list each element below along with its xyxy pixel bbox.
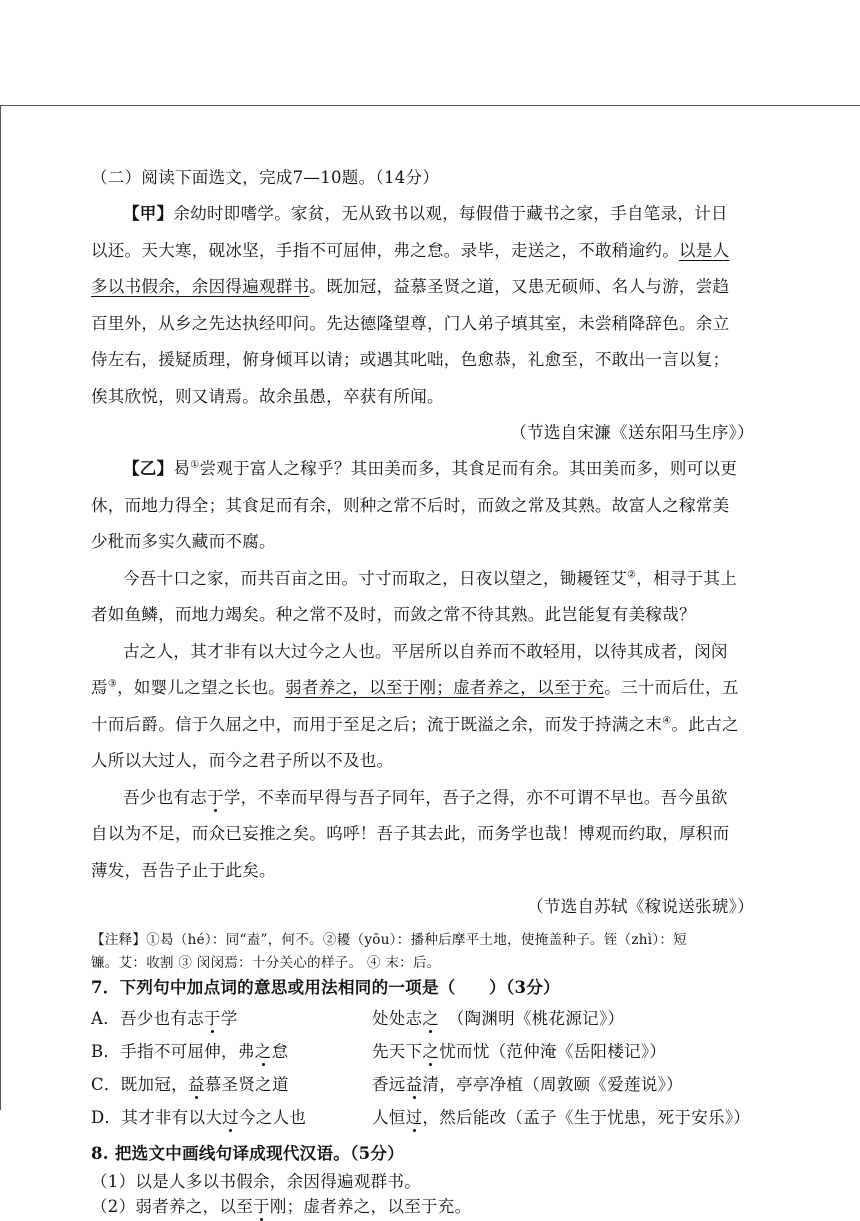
passage-jia-line-6: 俟其欣悦，则又请焉。故余虽愚，卒获有所闻。 xyxy=(91,387,444,406)
question-8-item-1: （1）以是人多以书假余，余因得遍观群书。 xyxy=(91,1172,421,1191)
dotted-char: 之 xyxy=(422,1009,440,1028)
dotted-char: 过 xyxy=(405,1108,423,1127)
passage-yi-line-12: 薄发，吾告子止于此矣。 xyxy=(91,861,276,880)
passage-yi-line-11: 自以为不足，而众已妄推之矣。呜呼！吾子其去此，而务学也哉！博观而约取，厚积而 xyxy=(91,824,730,843)
footnote-marker-1: ① xyxy=(190,459,200,471)
dotted-char: 过 xyxy=(222,1108,239,1127)
passage-jia-line-3: 多以书假余，余因得遍观群书。既加冠，益慕圣贤之道，又患无硕师、名人与游，尝趋 xyxy=(91,277,730,296)
passage-yi-line-2: 休，而地力得全；其食足而有余，则种之常不后时，而敛之常及其熟。故富人之稼常美 xyxy=(91,496,730,515)
question-7-stem: 7．下列句中加点词的意思或用法相同的一项是（ ）（3分） xyxy=(91,978,560,997)
q7-option-c-left: C．既加冠，益慕圣贤之道 xyxy=(91,1075,289,1094)
passage-jia-label: 【甲】 xyxy=(123,204,174,223)
passage-yi-line-3: 少秕而多实久藏而不腐。 xyxy=(91,532,276,551)
passage-jia-line-4: 百里外，从乡之先达执经叩问。先达德隆望尊，门人弟子填其室，未尝稍降辞色。余立 xyxy=(91,314,730,333)
dotted-char: 于 xyxy=(207,788,224,807)
q7-option-d-left: D．其才非有以大过今之人也 xyxy=(91,1108,307,1127)
passage-yi-source: （节选自苏轼《稼说送张琥》） xyxy=(527,897,754,916)
passage-jia-source: （节选自宋濂《送东阳马生序》） xyxy=(510,423,754,442)
passage-yi-line-7: 焉③，如婴儿之望之长也。弱者养之，以至于刚；虚者养之，以至于充。三十而后仕，五 xyxy=(91,678,739,697)
footnote-marker-3: ③ xyxy=(107,678,118,690)
question-8-stem: 8. 把选文中画线句译成现代汉语。（5分） xyxy=(91,1144,404,1163)
passage-yi-line-10: 吾少也有志于学，不幸而早得与吾子同年，吾子之得，亦不可谓不早也。吾今虽欲 xyxy=(123,788,728,807)
q7-option-a-right: 处处志之 （陶渊明《桃花源记》） xyxy=(372,1009,625,1028)
passage-yi-line-8: 十而后爵。信于久屈之中，而用于至足之后；流于既溢之余，而发于持满之末④。此古之 xyxy=(91,715,739,734)
notes-line-1: 【注释】①曷（hé）：同“盍”，何不。②耰（yōu）：播种后摩平土地，使掩盖种子。铚（zhì）：短 xyxy=(91,932,688,948)
passage-jia-line-1: 【甲】余幼时即嗜学。家贫，无从致书以观，每假借于藏书之家，手自笔录，计日 xyxy=(123,204,728,223)
passage-jia-line-5: 侍左右，援疑质理，俯身倾耳以请；或遇其叱咄，色愈恭，礼愈至，不敢出一言以复； xyxy=(91,350,730,369)
q7-option-c-right: 香远益清，亭亭净植（周敦颐《爱莲说》） xyxy=(372,1075,683,1094)
passage-yi-line-6: 古之人，其才非有以大过今之人也。平居所以自养而不敢轻用，以待其成者，闵闵 xyxy=(123,642,728,661)
underlined-sentence-1-part-a: 以是人 xyxy=(679,241,730,260)
passage-yi-line-9: 人所以大过人，而今之君子所以不及也。 xyxy=(91,751,394,770)
footnote-marker-4: ④ xyxy=(662,715,672,727)
underlined-sentence-1-part-b: 多以书假余，余因得遍观群书 xyxy=(91,277,310,296)
dotted-char: 于 xyxy=(204,1009,221,1028)
passage-jia-line-2: 以还。天大寒，砚冰坚，手指不可屈伸，弗之怠。录毕，走送之，不敢稍逾约。以是人 xyxy=(91,241,730,260)
footnote-marker-2: ② xyxy=(627,569,637,581)
question-8-item-2: （2）弱者养之，以至于刚；虚者养之，以至于充。 xyxy=(91,1197,472,1216)
q7-option-d-right: 人恒过，然后能改（孟子《生于忧患，死于安乐》） xyxy=(372,1108,751,1127)
dotted-char: 之 xyxy=(254,1042,272,1061)
dotted-char: 益 xyxy=(187,1075,205,1094)
q7-option-a-left: A．吾少也有志于学 xyxy=(91,1009,238,1028)
q7-option-b-left: B．手指不可屈伸，弗之怠 xyxy=(91,1042,289,1061)
passage-yi-label: 【乙】 xyxy=(123,459,174,478)
section-heading: （二）阅读下面选文，完成7—10题。（14分） xyxy=(91,168,440,187)
dotted-char: 之 xyxy=(422,1042,440,1061)
dotted-char: 于 xyxy=(253,1197,270,1216)
passage-yi-line-1: 【乙】曷①尝观于富人之稼乎？其田美而多，其食足而有余。其田美而多，则可以更 xyxy=(123,459,738,478)
underlined-sentence-2: 弱者养之，以至于刚；虚者养之，以至于充 xyxy=(285,678,605,697)
dotted-char: 益 xyxy=(405,1075,423,1094)
passage-yi-line-4: 今吾十口之家，而共百亩之田。寸寸而取之，日夜以望之，锄耰铚艾②，相寻于其上 xyxy=(123,569,738,588)
q7-option-b-right: 先天下之忧而忧（范仲淹《岳阳楼记》） xyxy=(372,1042,667,1061)
notes-line-2: 镰。艾：收割 ③ 闵闵焉：十分关心的样子。 ④ 末：后。 xyxy=(91,955,441,971)
passage-yi-line-5: 者如鱼鳞，而地力竭矣。种之常不及时，而敛之常不待其熟。此岂能复有美稼哉？ xyxy=(91,605,696,624)
